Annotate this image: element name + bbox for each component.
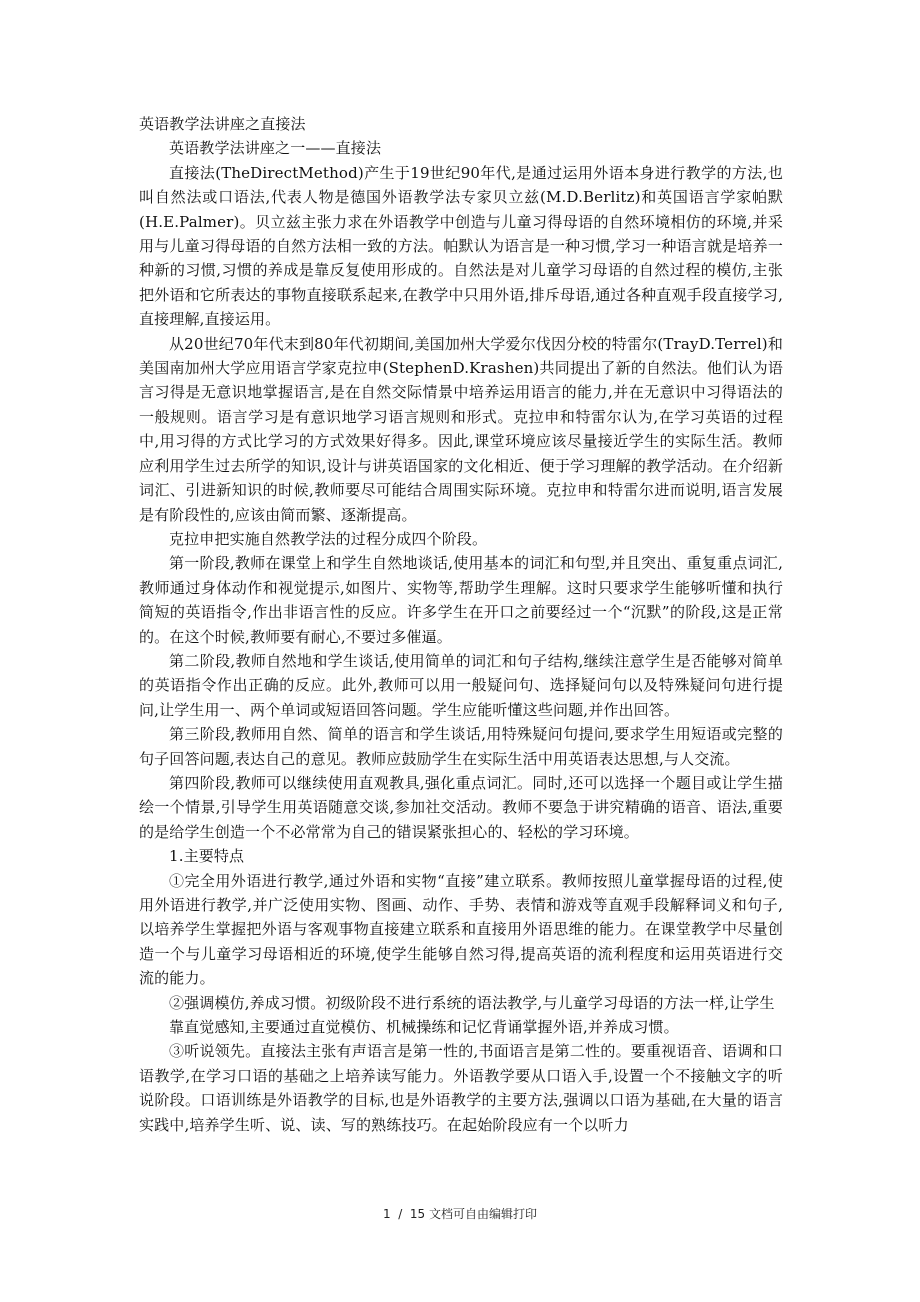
section-heading: 英语教学法讲座之一——直接法 <box>169 139 382 158</box>
paragraph-stage-4: 第四阶段,教师可以继续使用直观教具,强化重点词汇。同时,还可以选择一个题目或让学生描绘一个情景,引导学生用英语随意交谈,参加社交活动。教师不要急于讲究精确的语音、语法,重要的是给学生创造一个不必常常为自己的错误紧张担心的、轻松的学习环境。 <box>139 773 783 841</box>
paragraph-feature-1: ①完全用外语进行教学,通过外语和实物“直接”建立联系。教师按照儿童掌握母语的过程,使用外语进行教学,并广泛使用实物、图画、动作、手势、表情和游戏等直观手段解释词义和句子,以培养学生掌握把外语与客观事物直接建立联系和直接用外语思维的能力。在课堂教学中尽量创造一个与儿童学习母语相近的环境,使学生能够自然习得,提高英语的流利程度和运用英语进行交流的能力。 <box>139 871 783 988</box>
subsection-heading: 1.主要特点 <box>169 847 245 866</box>
paragraph-stage-1: 第一阶段,教师在课堂上和学生自然地谈话,使用基本的词汇和句型,并且突出、重复重点词汇,教师通过身体动作和视觉提示,如图片、实物等,帮助学生理解。这时只要求学生能够听懂和执行简短的英语指令,作出非语言性的反应。许多学生在开口之前要经过一个“沉默”的阶段,这是正常的。在这个时候,教师要有耐心,不要过多催逼。 <box>139 554 783 646</box>
paragraph-intro: 直接法(TheDirectMethod)产生于19世纪90年代,是通过运用外语本身进行教学的方法,也叫自然法或口语法,代表人物是德国外语教学法专家贝立兹(M.D.Berlitz)和英国语言学家帕默(H.E.Palmer)。贝立兹主张力求在外语教学中创造与儿童习得母语的自然环境相仿的环境,并采用与儿童习得母语的自然方法相一致的方法。帕默认为语言是一种习惯,学习一种语言就是培养一种新的习惯,习惯的养成是靠反复使用形成的。自然法是对儿童学习母语的自然过程的模仿,主张把外语和它所表达的事物直接联系起来,在教学中只用外语,排斥母语,通过各种直观手段直接学习,直接理解,直接运用。 <box>139 163 783 329</box>
paragraph-feature-2-cont: 靠直觉感知,主要通过直觉模仿、机械操练和记忆背诵掌握外语,并养成习惯。 <box>169 1018 679 1037</box>
document-body <box>139 112 783 1137</box>
paragraph-feature-3: ③听说领先。直接法主张有声语言是第一性的,书面语言是第二性的。要重视语音、语调和口语教学,在学习口语的基础之上培养读写能力。外语教学要从口语入手,设置一个不接触文字的听说阶段。口语训练是外语教学的目标,也是外语教学的主要方法,强调以口语为基础,在大量的语言实践中,培养学生听、说、读、写的熟练技巧。在起始阶段应有一个以听力 <box>139 1042 783 1134</box>
paragraph-stage-3: 第三阶段,教师用自然、简单的语言和学生谈话,用特殊疑问句提问,要求学生用短语或完整的句子回答问题,表达自己的意见。教师应鼓励学生在实际生活中用英语表达思想,与人交流。 <box>139 725 783 768</box>
page-footer: 1 / 15 文档可自由编辑打印 <box>382 1207 538 1221</box>
document-title: 英语教学法讲座之直接法 <box>139 115 306 133</box>
paragraph-stage-2: 第二阶段,教师自然地和学生谈话,使用简单的词汇和句子结构,继续注意学生是否能够对简单的英语指令作出正确的反应。此外,教师可以用一般疑问句、选择疑问句以及特殊疑问句进行提问,让学生用一、两个单词或短语回答问题。学生应能听懂这些问题,并作出回答。 <box>139 651 783 719</box>
paragraph-stages-intro: 克拉申把实施自然教学法的过程分成四个阶段。 <box>169 529 488 548</box>
paragraph-feature-2: ②强调模仿,养成习惯。初级阶段不进行系统的语法教学,与儿童学习母语的方法一样,让学生 <box>169 993 775 1012</box>
paragraph-natural-approach: 从20世纪70年代末到80年代初期间,美国加州大学爱尔伐因分校的特雷尔(TrayD.Terrel)和美国南加州大学应用语言学家克拉申(StephenD.Krashen)共同提出了新的自然法。他们认为语言习得是无意识地掌握语言,是在自然交际情景中培养运用语言的能力,并在无意识中习得语法的一般规则。语言学习是有意识地学习语言规则和形式。克拉申和特雷尔认为,在学习英语的过程中,用习得的方式比学习的方式效果好得多。因此,课堂环境应该尽量接近学生的实际生活。教师应利用学生过去所学的知识,设计与讲英语国家的文化相近、便于学习理解的教学活动。在介绍新词汇、引进新知识的时候,教师要尽可能结合周围实际环境。克拉申和特雷尔进而说明,语言发展是有阶段性的,应该由简而繁、逐渐提高。 <box>139 334 783 524</box>
